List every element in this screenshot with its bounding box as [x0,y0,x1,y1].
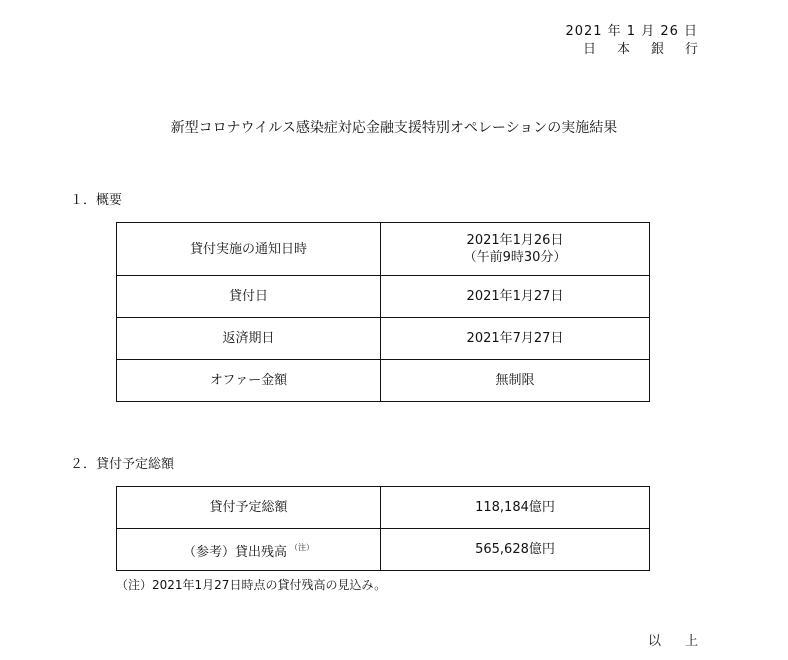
footnote: （注）2021年1月27日時点の貸付残高の見込み。 [116,578,387,592]
row-label: オファー金額 [117,360,381,402]
table-row [117,487,650,529]
row-label: 貸付予定総額 [117,487,381,529]
row-label: 返済期日 [117,318,381,360]
document-date: 2021 年 1 月 26 日 [565,24,698,39]
table-row [117,223,650,276]
table-row [117,360,650,402]
table-row [117,318,650,360]
row-value: 2021年7月27日 [381,318,650,360]
row-value [381,223,650,276]
section-2-heading: ２．貸付予定総額 [70,457,175,472]
row-label: 貸付日 [117,276,381,318]
row-label: 貸付実施の通知日時 [117,223,381,276]
table-row [117,529,650,571]
table-row [117,276,650,318]
row-label [117,529,381,571]
row-value-time: （午前9時30分） [463,250,567,265]
issuing-organization: 日本銀行 [582,42,719,57]
row-value: 118,184億円 [381,487,650,529]
row-value-date: 2021年1月26日 [466,233,564,248]
document-title: 新型コロナウイルス感染症対応金融支援特別オペレーションの実施結果 [170,120,618,136]
row-value: 2021年1月27日 [381,276,650,318]
total-amount-table [116,486,650,571]
row-label-text: （参考）貸出残高 [182,544,287,560]
closing-mark: 以上 [647,634,722,649]
row-value: 無制限 [381,360,650,402]
row-value: 565,628億円 [381,529,650,571]
overview-table [116,222,650,402]
section-1-heading: １．概要 [70,193,123,208]
footnote-marker: （注） [290,542,314,552]
